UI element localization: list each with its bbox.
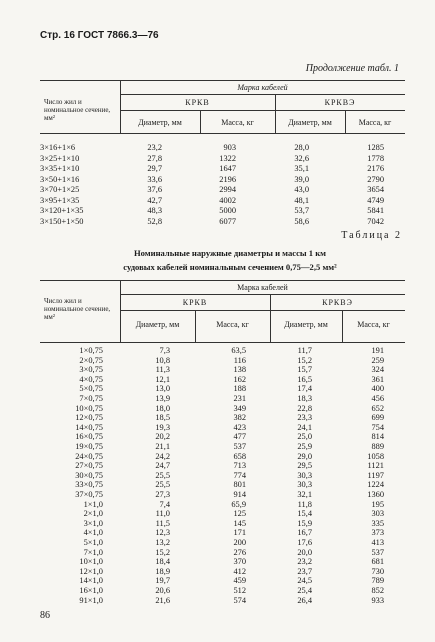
- table-cell: 713: [233, 461, 246, 471]
- table-cell: 852: [371, 586, 384, 595]
- table2-title-line2: судовых кабелей номинальным сечением 0,75—2,5 мм²: [123, 262, 337, 272]
- row-label: 4×0,75: [79, 374, 103, 384]
- row-label: 10×0,75: [75, 403, 103, 413]
- table-cell: 21,6: [155, 595, 170, 605]
- table-cell: 12,3: [155, 528, 170, 538]
- table-cell: 48,1: [294, 195, 309, 205]
- table-cell: 2790: [367, 174, 384, 184]
- table-cell: 412: [233, 566, 246, 576]
- row-label: 3×120+1×35: [40, 206, 84, 215]
- row-label: 3×25+1×10: [40, 153, 80, 163]
- row-label: 12×0,75: [75, 413, 103, 423]
- table-cell: 1285: [367, 143, 384, 152]
- table1-col-mass-2: Масса, кг: [358, 118, 392, 127]
- table-cell: 7,3: [159, 346, 170, 355]
- table-cell: 125: [233, 509, 246, 519]
- table-cell: 15,4: [297, 509, 312, 519]
- table-cell: 191: [371, 346, 384, 355]
- table-cell: 11,3: [155, 365, 170, 375]
- table-cell: 801: [233, 480, 246, 490]
- table-cell: 933: [371, 595, 384, 605]
- table1-col-mass-1: Масса, кг: [221, 118, 254, 127]
- table-cell: 5000: [219, 206, 236, 215]
- row-label: 3×150+1×50: [40, 216, 84, 226]
- table1-brand-header: Марка кабелей: [237, 83, 288, 92]
- table-cell: 11,8: [297, 499, 312, 509]
- table-cell: 65,9: [231, 499, 246, 509]
- table-cell: 13,2: [155, 538, 170, 547]
- table-cell: 382: [233, 413, 246, 423]
- table-cell: 13,0: [155, 384, 170, 394]
- table-cell: 24,1: [297, 422, 312, 432]
- row-label: 33×0,75: [75, 480, 103, 490]
- table-cell: 17,4: [297, 384, 312, 394]
- table-cell: 2176: [367, 164, 384, 173]
- table-cell: 188: [233, 384, 246, 394]
- table-cell: 15,2: [155, 547, 170, 557]
- table-cell: 6077: [219, 216, 236, 226]
- row-label: 3×16+1×6: [40, 143, 76, 152]
- table-cell: 15,9: [297, 518, 312, 528]
- table-cell: 7042: [367, 216, 384, 226]
- table-cell: 33,6: [147, 174, 162, 184]
- table1-top-rule: [40, 80, 405, 81]
- table-cell: 15,2: [297, 355, 312, 365]
- row-label: 2×1,0: [83, 509, 103, 519]
- table-cell: 2196: [219, 174, 236, 184]
- table-cell: 171: [233, 528, 246, 538]
- table-cell: 18,0: [155, 403, 170, 413]
- row-label: 3×95+1×35: [40, 195, 80, 205]
- table-cell: 16,5: [297, 374, 312, 384]
- table-cell: 25,5: [155, 470, 170, 480]
- row-label: 4×1,0: [83, 528, 103, 538]
- table-cell: 1778: [367, 153, 384, 163]
- table-cell: 27,3: [155, 490, 170, 499]
- table-cell: 19,7: [155, 576, 170, 586]
- table2-stub-header: Число жил и номинальное сечение, мм²: [44, 297, 111, 321]
- row-label: 3×0,75: [79, 365, 103, 375]
- table-cell: 25,4: [297, 586, 312, 595]
- table-cell: 423: [233, 422, 246, 432]
- row-label: 16×1,0: [79, 586, 103, 595]
- table-cell: 63,5: [231, 346, 246, 355]
- row-label: 3×1,0: [83, 518, 103, 528]
- table-cell: 276: [233, 547, 246, 557]
- table-cell: 58,6: [294, 216, 309, 226]
- table2-top-rule: [40, 280, 405, 281]
- table1-col-diameter-2: Диаметр, мм: [288, 118, 332, 127]
- table-cell: 814: [371, 432, 384, 442]
- table-cell: 23,2: [297, 557, 312, 567]
- row-label: 14×1,0: [79, 576, 103, 586]
- row-label: 10×1,0: [79, 557, 103, 567]
- table-cell: 303: [371, 509, 384, 519]
- table2-col-diameter-1: Диаметр, мм: [135, 320, 180, 329]
- row-label: 5×1,0: [83, 538, 103, 547]
- table-cell: 5841: [367, 206, 384, 215]
- page-number: 86: [40, 610, 50, 621]
- table-cell: 18,5: [155, 413, 170, 423]
- table-cell: 459: [233, 576, 246, 586]
- table2-title-line1: Номинальные наружные диаметры и массы 1 км: [133, 248, 327, 258]
- table-cell: 11,7: [297, 346, 312, 355]
- table-cell: 26,4: [297, 595, 312, 605]
- table1-header-rule: [40, 133, 405, 134]
- table-cell: 24,2: [155, 451, 170, 461]
- table-cell: 20,6: [155, 586, 170, 595]
- table-cell: 7,4: [159, 499, 170, 509]
- table-cell: 652: [371, 403, 384, 413]
- table-cell: 324: [371, 365, 384, 375]
- table-cell: 774: [233, 470, 246, 480]
- table-cell: 1322: [219, 153, 236, 163]
- table-cell: 16,7: [297, 528, 312, 538]
- row-label: 5×0,75: [79, 384, 103, 394]
- table-cell: 37,6: [147, 185, 162, 194]
- table-cell: 25,9: [297, 442, 312, 451]
- table-cell: 400: [371, 384, 384, 394]
- table-cell: 18,3: [297, 394, 312, 403]
- table-cell: 24,5: [297, 576, 312, 586]
- table-cell: 48,3: [147, 206, 162, 215]
- table-cell: 903: [223, 143, 236, 152]
- table-cell: 11,5: [155, 518, 170, 528]
- table-cell: 18,4: [155, 557, 170, 567]
- row-label: 7×1,0: [83, 547, 103, 557]
- table-cell: 456: [371, 394, 384, 403]
- table-cell: 29,7: [147, 164, 162, 173]
- table-cell: 889: [371, 442, 384, 451]
- table-cell: 1197: [367, 470, 384, 480]
- table2-col-diameter-2: Диаметр, мм: [284, 320, 328, 329]
- row-label: 27×0,75: [75, 461, 103, 471]
- row-label: 24×0,75: [75, 451, 103, 461]
- table-cell: 23,3: [297, 413, 312, 423]
- row-label: 91×1,0: [79, 595, 103, 605]
- table-cell: 17,6: [297, 538, 312, 547]
- table2-col-mass-2: Масса, кг: [357, 320, 390, 329]
- row-label: 7×0,75: [79, 394, 103, 403]
- table-cell: 24,7: [155, 461, 170, 471]
- table1-group-krkve: КРКВЭ: [324, 98, 356, 107]
- table-cell: 162: [233, 374, 246, 384]
- row-label: 14×0,75: [75, 422, 103, 432]
- table-cell: 42,7: [147, 195, 162, 205]
- table-cell: 13,9: [155, 394, 170, 403]
- continuation-label: Продолжение табл. 1: [305, 63, 399, 74]
- table-cell: 2994: [219, 185, 236, 194]
- table-cell: 413: [371, 538, 384, 547]
- table2-brand-header: Марка кабелей: [237, 283, 288, 292]
- table-cell: 15,7: [297, 365, 312, 375]
- table-cell: 259: [371, 355, 384, 365]
- table-cell: 23,7: [297, 566, 312, 576]
- table-cell: 30,3: [297, 470, 312, 480]
- table-cell: 537: [371, 547, 384, 557]
- row-label: 12×1,0: [79, 566, 103, 576]
- table-cell: 32,1: [297, 490, 312, 499]
- table-cell: 12,1: [155, 374, 170, 384]
- table-cell: 195: [371, 499, 384, 509]
- table-cell: 512: [233, 586, 246, 595]
- table-cell: 138: [233, 365, 246, 375]
- table1-col-diameter-1: Диаметр, мм: [138, 118, 182, 127]
- table-cell: 27,8: [147, 153, 162, 163]
- table-cell: 20,2: [155, 432, 170, 442]
- table-cell: 1121: [367, 461, 384, 471]
- table-cell: 10,8: [155, 355, 170, 365]
- table-cell: 477: [233, 432, 246, 442]
- table-cell: 574: [233, 595, 246, 605]
- table-cell: 1224: [367, 480, 384, 490]
- table-cell: 35,1: [294, 164, 309, 173]
- table-cell: 43,0: [294, 185, 309, 194]
- row-label: 1×0,75: [79, 346, 103, 355]
- row-label: 19×0,75: [75, 442, 103, 451]
- table-cell: 30,3: [297, 480, 312, 490]
- table-cell: 349: [233, 403, 246, 413]
- table-cell: 4749: [367, 195, 384, 205]
- table1-group-krkv: КРКВ: [185, 98, 210, 107]
- table-cell: 681: [371, 557, 384, 567]
- table-cell: 658: [233, 451, 246, 461]
- table-cell: 29,0: [297, 451, 312, 461]
- table-cell: 39,0: [294, 174, 309, 184]
- table-cell: 1647: [219, 164, 236, 173]
- row-label: 37×0,75: [75, 490, 103, 499]
- table2-group-krkve: КРКВЭ: [322, 298, 353, 307]
- table-cell: 754: [371, 422, 384, 432]
- table-cell: 200: [233, 538, 246, 547]
- table-cell: 1360: [367, 490, 384, 499]
- table-cell: 11,0: [155, 509, 170, 519]
- table-cell: 730: [371, 566, 384, 576]
- table2-header-rule: [40, 342, 405, 343]
- table-cell: 145: [233, 518, 246, 528]
- table-cell: 53,7: [294, 206, 309, 215]
- table-cell: 335: [371, 518, 384, 528]
- table-cell: 25,0: [297, 432, 312, 442]
- page-header: Стр. 16 ГОСТ 7866.3—76: [40, 30, 159, 41]
- table-cell: 914: [233, 490, 246, 499]
- table-cell: 373: [371, 528, 384, 538]
- table-cell: 789: [371, 576, 384, 586]
- table-cell: 1058: [367, 451, 384, 461]
- table-cell: 22,8: [297, 403, 312, 413]
- table-cell: 370: [233, 557, 246, 567]
- table-cell: 25,5: [155, 480, 170, 490]
- table2-group-krkv: КРКВ: [182, 298, 208, 307]
- table-cell: 23,2: [147, 143, 162, 152]
- table-cell: 28,0: [294, 143, 309, 152]
- table2-label: Таблица 2: [341, 230, 402, 241]
- table-cell: 18,9: [155, 566, 170, 576]
- table-cell: 361: [371, 374, 384, 384]
- row-label: 2×0,75: [79, 355, 103, 365]
- table-cell: 116: [233, 355, 246, 365]
- table-cell: 20,0: [297, 547, 312, 557]
- table-cell: 537: [233, 442, 246, 451]
- table1-stub-header: Число жил и номинальное сечение, мм²: [44, 98, 111, 122]
- table-cell: 32,6: [294, 153, 309, 163]
- table2-col-mass-1: Масса, кг: [216, 320, 249, 329]
- row-label: 3×35+1×10: [40, 164, 80, 173]
- table-cell: 4002: [219, 195, 236, 205]
- row-label: 3×50+1×16: [40, 174, 80, 184]
- row-label: 1×1,0: [83, 499, 103, 509]
- row-label: 16×0,75: [75, 432, 103, 442]
- table-cell: 21,1: [155, 442, 170, 451]
- table-cell: 3654: [367, 185, 384, 194]
- table-cell: 231: [233, 394, 246, 403]
- row-label: 30×0,75: [75, 470, 103, 480]
- table-cell: 699: [371, 413, 384, 423]
- row-label: 3×70+1×25: [40, 185, 80, 194]
- table-cell: 19,3: [155, 422, 170, 432]
- table-cell: 29,5: [297, 461, 312, 471]
- table-cell: 52,8: [147, 216, 162, 226]
